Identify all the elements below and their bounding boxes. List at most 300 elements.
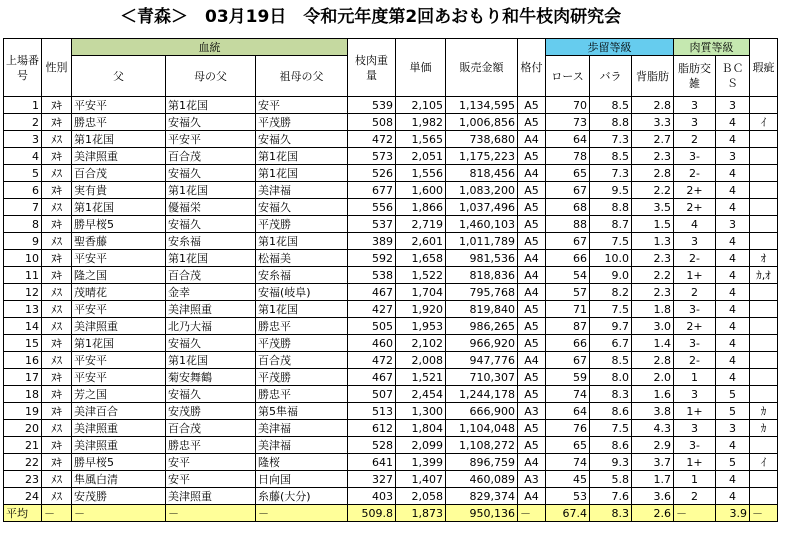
table-row — [4, 437, 778, 454]
table-cell: 2.2 — [632, 182, 674, 199]
table-cell: 22 — [4, 454, 42, 471]
table-body — [4, 97, 778, 522]
table-cell: 安福久 — [166, 335, 256, 352]
table-cell: 平安平 — [72, 369, 166, 386]
table-cell: 安福久 — [256, 199, 348, 216]
table-cell: 1,565 — [396, 131, 446, 148]
table-cell: ｶ,ｵ — [750, 267, 778, 284]
table-row — [4, 335, 778, 352]
table-cell: 327 — [348, 471, 396, 488]
header-no: 上場番号 — [4, 39, 42, 97]
table-cell: 2,719 — [396, 216, 446, 233]
table-row — [4, 386, 778, 403]
table-cell: 3 — [716, 148, 750, 165]
table-cell: 第1花国 — [72, 131, 166, 148]
table-cell: ﾇｷ — [42, 216, 72, 233]
table-cell: 2+ — [674, 182, 716, 199]
table-cell: 818,456 — [446, 165, 518, 182]
table-row — [4, 352, 778, 369]
table-cell: 539 — [348, 97, 396, 114]
table-cell: 2 — [4, 114, 42, 131]
table-row — [4, 284, 778, 301]
table-cell: 安平 — [166, 471, 256, 488]
table-cell: 平安平 — [72, 97, 166, 114]
table-cell: 4 — [716, 250, 750, 267]
average-cell: － — [518, 505, 546, 522]
average-cell: 2.6 — [632, 505, 674, 522]
table-row — [4, 454, 778, 471]
table-cell: ｲ — [750, 454, 778, 471]
table-cell: 505 — [348, 318, 396, 335]
table-cell: ﾒｽ — [42, 301, 72, 318]
table-cell: 460 — [348, 335, 396, 352]
average-cell: － — [750, 505, 778, 522]
table-cell: 菊安舞鶴 — [166, 369, 256, 386]
table-cell: 2.3 — [632, 284, 674, 301]
table-cell: 百合茂 — [72, 165, 166, 182]
table-cell: 3 — [674, 386, 716, 403]
auction-results-table — [3, 38, 778, 522]
table-cell: 2,601 — [396, 233, 446, 250]
table-cell: A5 — [518, 216, 546, 233]
table-cell: 3.5 — [632, 199, 674, 216]
table-cell: 16 — [4, 352, 42, 369]
table-cell: 優福栄 — [166, 199, 256, 216]
table-cell: 64 — [546, 131, 590, 148]
table-cell: 第1花国 — [166, 352, 256, 369]
table-cell: 1,982 — [396, 114, 446, 131]
table-cell: 3 — [716, 97, 750, 114]
table-cell: 3.3 — [632, 114, 674, 131]
table-cell — [750, 386, 778, 403]
table-row — [4, 369, 778, 386]
table-cell: 3- — [674, 335, 716, 352]
table-cell: 12 — [4, 284, 42, 301]
table-cell: ｵ — [750, 250, 778, 267]
table-cell: 4 — [716, 335, 750, 352]
table-cell: 4.3 — [632, 420, 674, 437]
table-cell: 78 — [546, 148, 590, 165]
table-cell: A5 — [518, 335, 546, 352]
table-cell: 8.5 — [590, 148, 632, 165]
table-cell: 2,102 — [396, 335, 446, 352]
table-cell: 4 — [716, 165, 750, 182]
table-cell: 8.7 — [590, 216, 632, 233]
table-cell: 2 — [674, 488, 716, 505]
table-cell: 66 — [546, 250, 590, 267]
table-cell: 24 — [4, 488, 42, 505]
table-cell: ﾒｽ — [42, 131, 72, 148]
table-cell: 1,006,856 — [446, 114, 518, 131]
table-cell: 8.6 — [590, 403, 632, 420]
table-cell: 74 — [546, 386, 590, 403]
table-cell: 隆桜 — [256, 454, 348, 471]
header-grade: 格付 — [518, 39, 546, 97]
table-cell: 2.9 — [632, 437, 674, 454]
header-marbling: 脂肪交雑 — [674, 56, 716, 97]
table-cell: 安糸福 — [256, 267, 348, 284]
header-meat-grade: 肉質等級 — [674, 39, 750, 56]
table-cell: 9.3 — [590, 454, 632, 471]
table-cell: ｲ — [750, 114, 778, 131]
table-cell: 11 — [4, 267, 42, 284]
table-cell: 7.5 — [590, 233, 632, 250]
table-cell: 3 — [716, 216, 750, 233]
table-cell: ﾒｽ — [42, 352, 72, 369]
table-cell: A5 — [518, 199, 546, 216]
table-row — [4, 250, 778, 267]
table-cell: 第1花国 — [166, 250, 256, 267]
table-cell: ﾒｽ — [42, 471, 72, 488]
table-cell: 美津照重 — [166, 301, 256, 318]
table-cell: 3 — [674, 114, 716, 131]
table-cell: 聖香藤 — [72, 233, 166, 250]
table-cell: 1.3 — [632, 233, 674, 250]
table-cell: 15 — [4, 335, 42, 352]
table-cell: ﾇｷ — [42, 403, 72, 420]
table-cell: 4 — [716, 488, 750, 505]
table-cell: 平安平 — [72, 250, 166, 267]
table-cell: 勝忠平 — [256, 318, 348, 335]
table-cell: 4 — [716, 471, 750, 488]
table-row — [4, 182, 778, 199]
table-cell: 1,658 — [396, 250, 446, 267]
page-title: ＜青森＞ 03月19日 令和元年度第2回あおもり和牛枝肉研究会 — [120, 7, 622, 27]
table-cell: 8 — [4, 216, 42, 233]
table-cell: 20 — [4, 420, 42, 437]
table-cell: 安福久 — [166, 114, 256, 131]
table-cell: 隆之国 — [72, 267, 166, 284]
table-cell: 556 — [348, 199, 396, 216]
table-cell: 1,083,200 — [446, 182, 518, 199]
table-cell: 677 — [348, 182, 396, 199]
table-cell: 百合茂 — [166, 420, 256, 437]
table-cell: 666,900 — [446, 403, 518, 420]
table-cell: 1,011,789 — [446, 233, 518, 250]
table-cell: 13 — [4, 301, 42, 318]
table-cell — [750, 199, 778, 216]
table-cell: 64 — [546, 403, 590, 420]
table-cell: ﾇｷ — [42, 454, 72, 471]
table-cell — [750, 318, 778, 335]
table-cell: 8.6 — [590, 437, 632, 454]
table-cell: 513 — [348, 403, 396, 420]
table-cell: A5 — [518, 182, 546, 199]
table-cell: 5.8 — [590, 471, 632, 488]
table-row — [4, 216, 778, 233]
table-cell: 4 — [716, 318, 750, 335]
header-sex: 性別 — [42, 39, 72, 97]
header-bloodline: 血統 — [72, 39, 348, 56]
table-cell: 4 — [674, 216, 716, 233]
table-cell — [750, 131, 778, 148]
table-cell: ｶ — [750, 403, 778, 420]
table-cell: 2.3 — [632, 250, 674, 267]
table-cell: A4 — [518, 454, 546, 471]
table-cell: A4 — [518, 488, 546, 505]
header-father: 父 — [72, 56, 166, 97]
table-cell: 8.0 — [590, 369, 632, 386]
average-cell: 1,873 — [396, 505, 446, 522]
table-row — [4, 267, 778, 284]
table-cell: ﾇｷ — [42, 97, 72, 114]
table-cell: 金幸 — [166, 284, 256, 301]
table-cell: 7.5 — [590, 301, 632, 318]
table-cell: 74 — [546, 454, 590, 471]
header-defect: 瑕疵 — [750, 39, 778, 97]
table-cell: 平安平 — [72, 301, 166, 318]
table-cell: 北乃大福 — [166, 318, 256, 335]
table-row — [4, 97, 778, 114]
table-row — [4, 471, 778, 488]
table-cell: 10 — [4, 250, 42, 267]
table-cell: 勝忠平 — [256, 386, 348, 403]
table-cell: A5 — [518, 318, 546, 335]
table-cell: 5 — [4, 165, 42, 182]
table-cell: 第1花国 — [72, 335, 166, 352]
table-cell: 1 — [4, 97, 42, 114]
table-cell: 966,920 — [446, 335, 518, 352]
table-cell: 9.5 — [590, 182, 632, 199]
average-cell: 509.8 — [348, 505, 396, 522]
table-cell: 9.0 — [590, 267, 632, 284]
table-cell: 2,099 — [396, 437, 446, 454]
header-sales: 販売金額 — [446, 39, 518, 97]
table-cell: 70 — [546, 97, 590, 114]
table-cell: ﾒｽ — [42, 318, 72, 335]
table-cell: 4 — [716, 301, 750, 318]
table-cell: 738,680 — [446, 131, 518, 148]
table-cell: 百合茂 — [166, 148, 256, 165]
table-cell: 57 — [546, 284, 590, 301]
header-grandmother-father: 祖母の父 — [256, 56, 348, 97]
table-cell: 7.3 — [590, 131, 632, 148]
table-row — [4, 131, 778, 148]
table-cell: 1,175,223 — [446, 148, 518, 165]
table-cell: 4 — [716, 352, 750, 369]
table-cell: ﾒｽ — [42, 284, 72, 301]
table-cell: 1+ — [674, 267, 716, 284]
table-cell: A5 — [518, 386, 546, 403]
table-cell: 986,265 — [446, 318, 518, 335]
table-cell: 54 — [546, 267, 590, 284]
average-cell: 8.3 — [590, 505, 632, 522]
table-cell: 3 — [4, 131, 42, 148]
table-cell: 592 — [348, 250, 396, 267]
table-cell: 6.7 — [590, 335, 632, 352]
table-cell: 389 — [348, 233, 396, 250]
table-cell: 9.7 — [590, 318, 632, 335]
table-cell: 百合茂 — [256, 352, 348, 369]
table-cell: 67 — [546, 352, 590, 369]
table-cell: 8.8 — [590, 114, 632, 131]
table-cell: A4 — [518, 131, 546, 148]
table-cell: 安茂勝 — [72, 488, 166, 505]
table-cell: 641 — [348, 454, 396, 471]
table-cell: 平茂勝 — [256, 114, 348, 131]
table-row — [4, 403, 778, 420]
table-cell: 2+ — [674, 318, 716, 335]
table-cell: 8.5 — [590, 97, 632, 114]
table-cell: A5 — [518, 437, 546, 454]
table-cell: 平茂勝 — [256, 216, 348, 233]
table-cell — [750, 369, 778, 386]
table-cell: 3 — [716, 420, 750, 437]
table-cell: 1,037,496 — [446, 199, 518, 216]
table-cell: 1,866 — [396, 199, 446, 216]
table-cell: 3.0 — [632, 318, 674, 335]
table-cell: 安平 — [166, 454, 256, 471]
table-cell: 9 — [4, 233, 42, 250]
table-cell: 1 — [674, 369, 716, 386]
table-cell: 安福久 — [256, 131, 348, 148]
table-cell: 8.3 — [590, 386, 632, 403]
table-cell: 528 — [348, 437, 396, 454]
table-cell: 538 — [348, 267, 396, 284]
table-cell: 2.0 — [632, 369, 674, 386]
table-cell: ﾇｷ — [42, 250, 72, 267]
table-cell: 1,399 — [396, 454, 446, 471]
table-cell: ﾇｷ — [42, 267, 72, 284]
average-cell: － — [256, 505, 348, 522]
table-cell — [750, 284, 778, 301]
table-cell: 1.5 — [632, 216, 674, 233]
header-weight: 枝肉重量 — [348, 39, 396, 97]
table-cell: ﾇｷ — [42, 369, 72, 386]
table-cell — [750, 301, 778, 318]
table-cell: 2.7 — [632, 131, 674, 148]
table-cell: 819,840 — [446, 301, 518, 318]
table-cell: 467 — [348, 369, 396, 386]
average-cell: 950,136 — [446, 505, 518, 522]
table-cell: 17 — [4, 369, 42, 386]
table-cell: 隼風白清 — [72, 471, 166, 488]
table-cell: 糸藤(大分) — [256, 488, 348, 505]
table-cell: 芳之国 — [72, 386, 166, 403]
table-cell: 1+ — [674, 454, 716, 471]
table-cell: A5 — [518, 148, 546, 165]
table-cell: ﾒｽ — [42, 488, 72, 505]
table-cell: 第1花国 — [256, 148, 348, 165]
table-cell: A4 — [518, 352, 546, 369]
table-cell: 4 — [716, 369, 750, 386]
table-cell: 実有貴 — [72, 182, 166, 199]
average-cell: 平均 — [4, 505, 42, 522]
table-cell: 87 — [546, 318, 590, 335]
table-cell — [750, 471, 778, 488]
table-cell: 7.6 — [590, 488, 632, 505]
table-cell: 68 — [546, 199, 590, 216]
table-cell: 6 — [4, 182, 42, 199]
table-cell: 472 — [348, 352, 396, 369]
table-cell: 5 — [716, 403, 750, 420]
table-cell: 1,556 — [396, 165, 446, 182]
table-cell: 2,008 — [396, 352, 446, 369]
table-cell: 59 — [546, 369, 590, 386]
table-cell: 88 — [546, 216, 590, 233]
table-cell: 美津照重 — [72, 420, 166, 437]
table-cell: 467 — [348, 284, 396, 301]
table-cell: 2- — [674, 352, 716, 369]
table-cell — [750, 352, 778, 369]
table-cell — [750, 182, 778, 199]
table-row — [4, 114, 778, 131]
table-cell: 3.7 — [632, 454, 674, 471]
table-cell: 1,804 — [396, 420, 446, 437]
table-cell: 66 — [546, 335, 590, 352]
table-cell: 平安平 — [72, 352, 166, 369]
table-cell: 勝忠平 — [166, 437, 256, 454]
table-cell: 3.6 — [632, 488, 674, 505]
table-cell: 1.7 — [632, 471, 674, 488]
table-cell: A3 — [518, 403, 546, 420]
average-cell: 67.4 — [546, 505, 590, 522]
table-cell: 612 — [348, 420, 396, 437]
table-cell — [750, 216, 778, 233]
average-cell: － — [674, 505, 716, 522]
table-cell: 14 — [4, 318, 42, 335]
table-cell: 第1花国 — [256, 165, 348, 182]
table-cell — [750, 97, 778, 114]
table-cell: 19 — [4, 403, 42, 420]
table-cell: 8.8 — [590, 199, 632, 216]
table-cell: 平茂勝 — [256, 369, 348, 386]
table-cell: 安福久 — [166, 165, 256, 182]
table-cell: ﾒｽ — [42, 165, 72, 182]
header-bara: バラ — [590, 56, 632, 97]
table-cell: A4 — [518, 165, 546, 182]
table-cell: ﾇｷ — [42, 182, 72, 199]
table-cell: 818,836 — [446, 267, 518, 284]
table-cell: 平茂勝 — [256, 335, 348, 352]
table-cell: 第1花国 — [256, 233, 348, 250]
table-cell: 安糸福 — [166, 233, 256, 250]
table-cell — [750, 233, 778, 250]
table-cell: 710,307 — [446, 369, 518, 386]
table-row — [4, 488, 778, 505]
table-cell: ﾇｷ — [42, 437, 72, 454]
table-cell: A3 — [518, 471, 546, 488]
table-cell: 76 — [546, 420, 590, 437]
table-cell: 3- — [674, 437, 716, 454]
table-cell: A5 — [518, 301, 546, 318]
table-cell: 安平 — [256, 97, 348, 114]
table-cell: 4 — [716, 267, 750, 284]
table-cell: 美津照重 — [166, 488, 256, 505]
table-cell: 美津照重 — [72, 318, 166, 335]
table-cell — [750, 335, 778, 352]
table-cell: 3.8 — [632, 403, 674, 420]
table-cell: 4 — [716, 199, 750, 216]
table-cell: 2.8 — [632, 97, 674, 114]
table-cell: ﾇｷ — [42, 148, 72, 165]
table-cell: 美津照重 — [72, 437, 166, 454]
table-cell: 7 — [4, 199, 42, 216]
table-cell: 4 — [716, 131, 750, 148]
table-cell: 1,920 — [396, 301, 446, 318]
table-cell: 537 — [348, 216, 396, 233]
table-cell: 4 — [716, 284, 750, 301]
header-loin: ロース — [546, 56, 590, 97]
table-cell: 947,776 — [446, 352, 518, 369]
table-cell: ﾇｷ — [42, 114, 72, 131]
average-cell: 3.9 — [716, 505, 750, 522]
table-row — [4, 165, 778, 182]
table-cell — [750, 488, 778, 505]
table-cell: 百合茂 — [166, 267, 256, 284]
table-cell: 1,521 — [396, 369, 446, 386]
table-cell: 4 — [4, 148, 42, 165]
